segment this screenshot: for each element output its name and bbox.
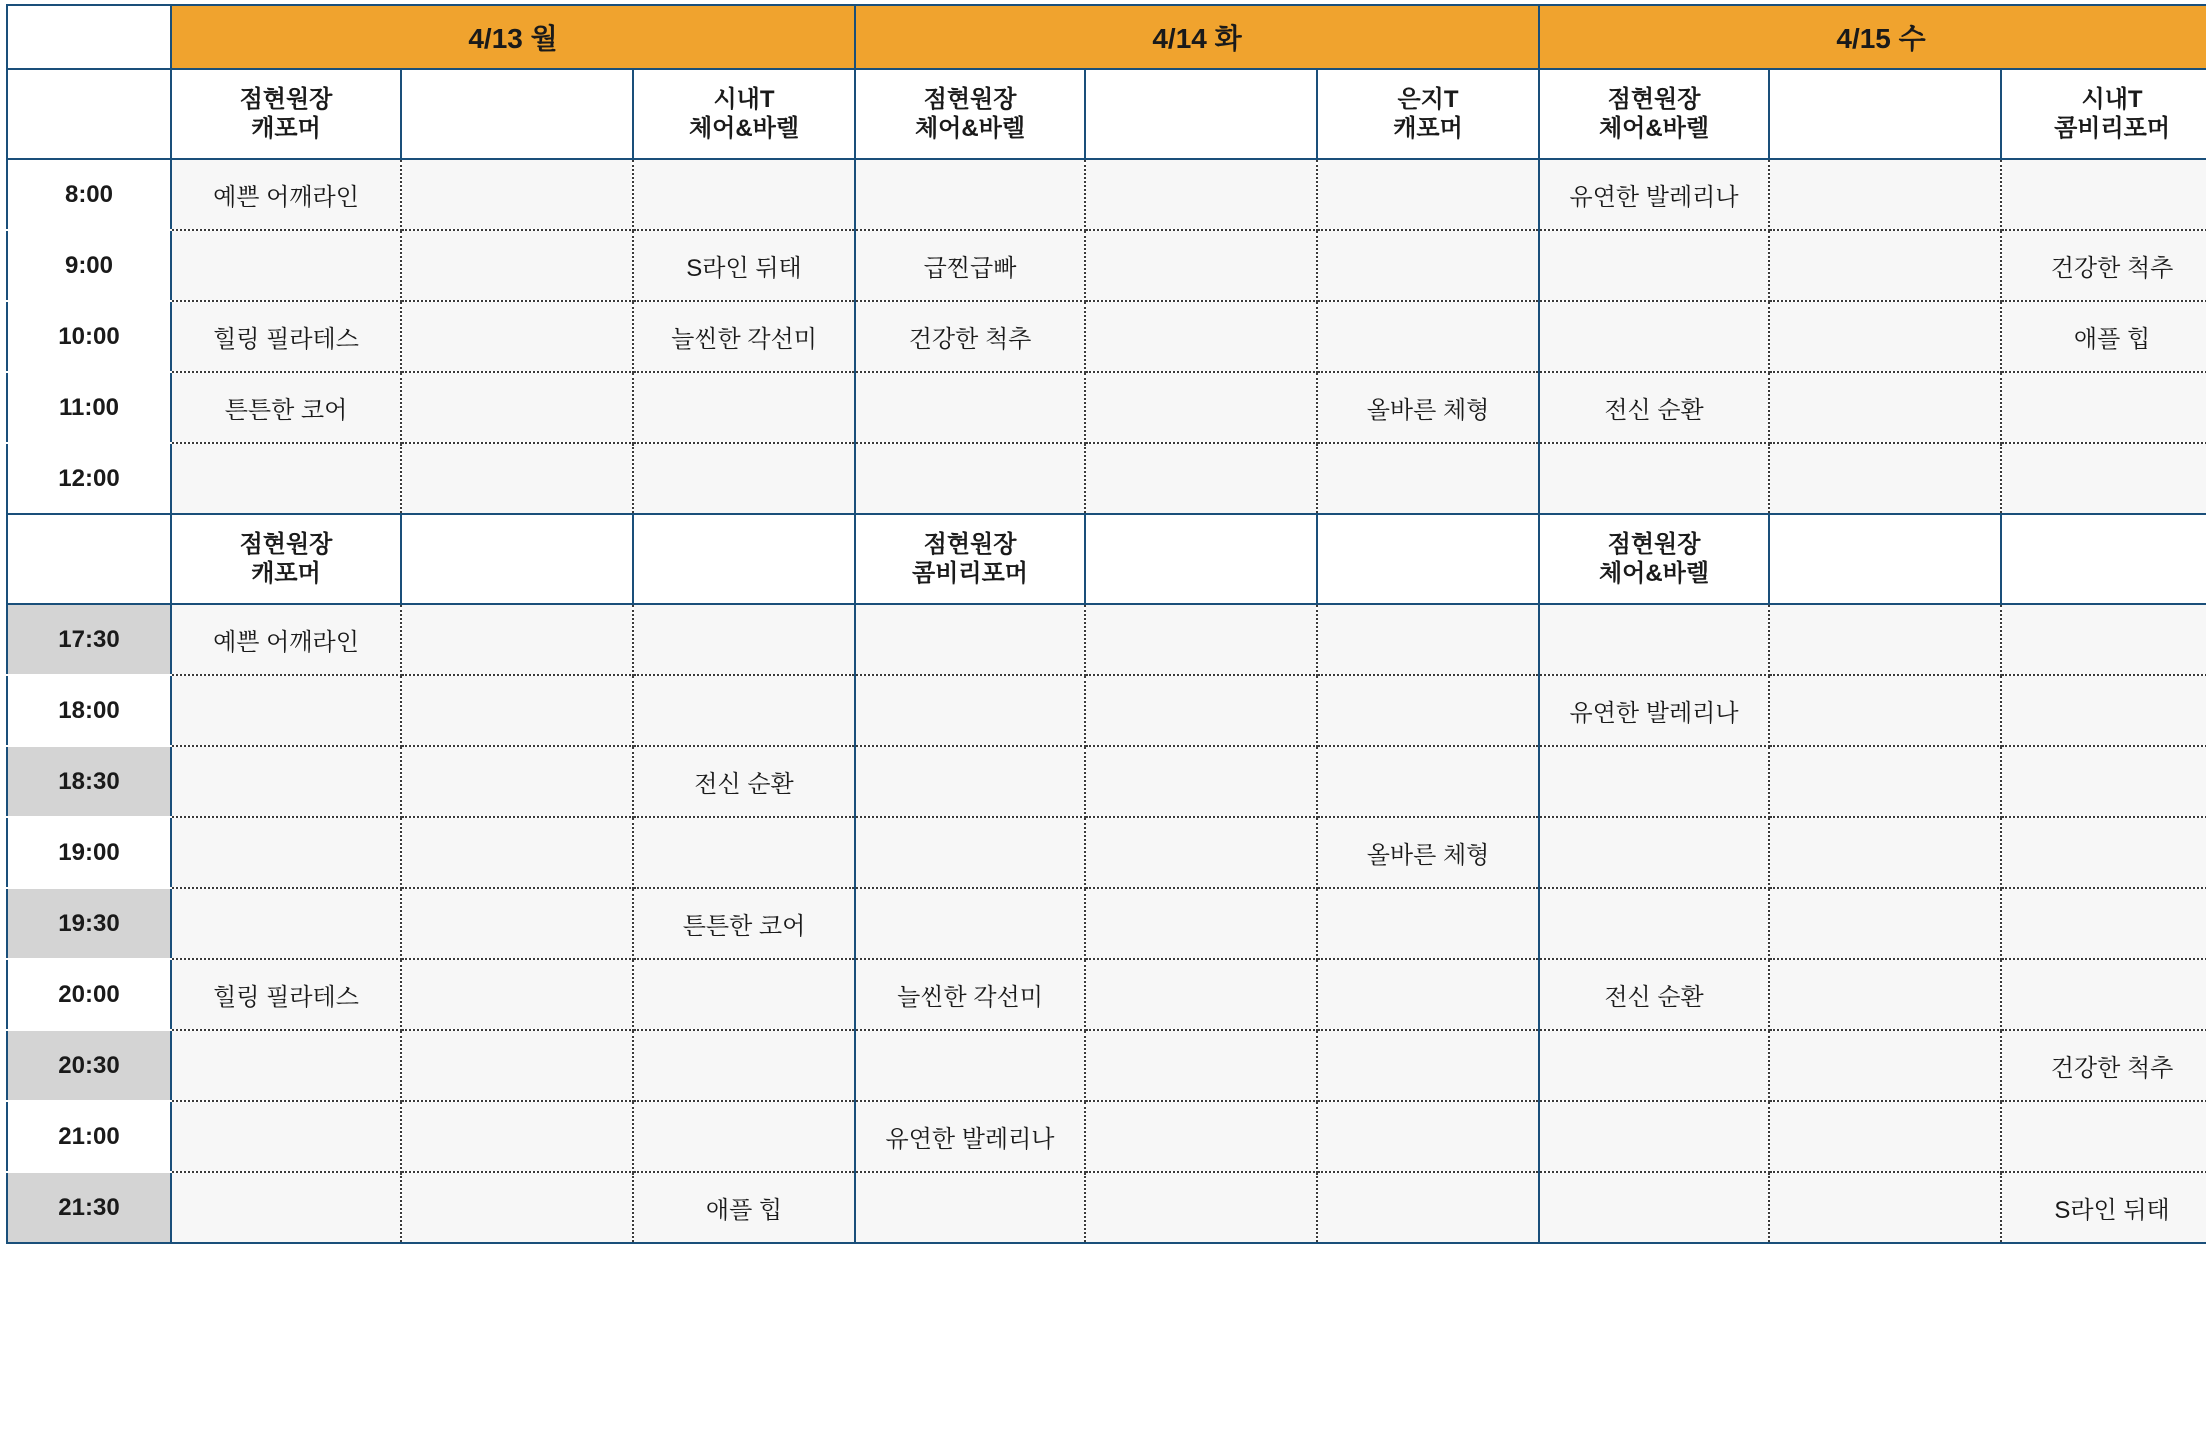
teacher-header-6	[1317, 514, 1539, 604]
teacher-header-empty-2	[401, 514, 633, 604]
class-cell[interactable]: 건강한 척추	[2001, 230, 2206, 301]
teacher-header-4	[855, 514, 1085, 604]
class-cell[interactable]: 튼튼한 코어	[633, 888, 855, 959]
class-cell[interactable]: 애플 힙	[2001, 301, 2206, 372]
teacher-header-empty-8	[1769, 69, 2001, 159]
schedule-row	[7, 1172, 2206, 1243]
empty-cell	[1317, 959, 1539, 1030]
schedule-row	[7, 1030, 2206, 1101]
empty-cell	[855, 159, 1085, 230]
teacher-name: 점현원장	[239, 530, 333, 558]
class-cell[interactable]: 건강한 척추	[855, 301, 1085, 372]
teacher-header-7	[1539, 514, 1769, 604]
empty-cell	[1539, 230, 1769, 301]
class-cell[interactable]: 힐링 필라테스	[171, 959, 401, 1030]
time-label: 19:30	[7, 888, 171, 959]
empty-cell	[1539, 1030, 1769, 1101]
schedule-table	[6, 4, 2206, 1244]
empty-cell	[401, 746, 633, 817]
empty-cell	[401, 817, 633, 888]
teacher-header-empty-8	[1769, 514, 2001, 604]
schedule-sheet	[0, 4, 2206, 1436]
day-header-3: 4/15 수	[1539, 5, 2206, 69]
teacher-equipment: 콤비리포머	[912, 560, 1028, 587]
teacher-header-empty-5	[1085, 69, 1317, 159]
empty-cell	[1085, 372, 1317, 443]
empty-cell	[2001, 888, 2206, 959]
class-cell[interactable]: 애플 힙	[633, 1172, 855, 1243]
empty-cell	[1539, 1101, 1769, 1172]
empty-cell	[171, 888, 401, 959]
teacher-header-4	[855, 69, 1085, 159]
empty-cell	[855, 817, 1085, 888]
empty-cell	[633, 675, 855, 746]
teacher-header-1	[171, 69, 401, 159]
time-label: 11:00	[7, 372, 171, 443]
empty-cell	[633, 372, 855, 443]
time-label: 21:00	[7, 1101, 171, 1172]
empty-cell	[1539, 888, 1769, 959]
empty-cell	[1085, 959, 1317, 1030]
empty-cell	[401, 301, 633, 372]
class-cell[interactable]: 유연한 발레리나	[1539, 159, 1769, 230]
empty-cell	[401, 1101, 633, 1172]
empty-cell	[171, 746, 401, 817]
empty-cell	[1085, 817, 1317, 888]
teacher-header-1	[171, 514, 401, 604]
empty-cell	[1317, 888, 1539, 959]
schedule-row	[7, 604, 2206, 675]
empty-cell	[1085, 443, 1317, 514]
teacher-equipment: 체어&바렐	[1598, 115, 1710, 142]
class-cell[interactable]: 전신 순환	[1539, 372, 1769, 443]
empty-cell	[1539, 746, 1769, 817]
empty-cell	[633, 817, 855, 888]
empty-cell	[1317, 230, 1539, 301]
class-cell[interactable]: 전신 순환	[633, 746, 855, 817]
schedule-row	[7, 817, 2206, 888]
schedule-row	[7, 372, 2206, 443]
empty-cell	[1317, 159, 1539, 230]
teacher-header-6	[1317, 69, 1539, 159]
empty-cell	[1085, 301, 1317, 372]
empty-cell	[1085, 1101, 1317, 1172]
empty-cell	[1085, 888, 1317, 959]
teacher-equipment: 캐포머	[2077, 560, 2147, 587]
empty-cell	[1317, 746, 1539, 817]
empty-cell	[2001, 159, 2206, 230]
empty-cell	[171, 1101, 401, 1172]
empty-cell	[1085, 1030, 1317, 1101]
empty-cell	[1085, 675, 1317, 746]
schedule-row	[7, 888, 2206, 959]
time-label: 10:00	[7, 301, 171, 372]
class-cell[interactable]: 건강한 척추	[2001, 1030, 2206, 1101]
time-label: 12:00	[7, 443, 171, 514]
empty-cell	[1317, 1172, 1539, 1243]
empty-cell	[633, 159, 855, 230]
teacher-header-empty-2	[401, 69, 633, 159]
teacher-equipment: 체어&바렐	[1372, 560, 1484, 587]
time-header-cell	[7, 514, 171, 604]
teacher-name: 점현원장	[923, 85, 1017, 113]
teacher-header-9	[2001, 69, 2206, 159]
empty-cell	[401, 1172, 633, 1243]
empty-cell	[1085, 159, 1317, 230]
teacher-name: 점현원장	[923, 530, 1017, 558]
empty-cell	[171, 1172, 401, 1243]
empty-cell	[1769, 675, 2001, 746]
schedule-row	[7, 301, 2206, 372]
schedule-row	[7, 959, 2206, 1030]
empty-cell	[855, 372, 1085, 443]
empty-cell	[1769, 443, 2001, 514]
empty-cell	[633, 604, 855, 675]
empty-cell	[1769, 1101, 2001, 1172]
schedule-row	[7, 675, 2206, 746]
empty-cell	[1769, 817, 2001, 888]
teacher-equipment: 체어&바렐	[688, 115, 800, 142]
teacher-equipment: 캐포머	[251, 115, 321, 142]
teacher-name: 시내T	[713, 85, 775, 113]
empty-cell	[1085, 1172, 1317, 1243]
empty-cell	[855, 443, 1085, 514]
class-cell[interactable]: 유연한 발레리나	[855, 1101, 1085, 1172]
empty-cell	[401, 159, 633, 230]
time-label: 17:30	[7, 604, 171, 675]
time-label: 20:00	[7, 959, 171, 1030]
empty-cell	[855, 746, 1085, 817]
teacher-header-empty-5	[1085, 514, 1317, 604]
day-header-row	[7, 5, 2206, 69]
class-cell[interactable]: 늘씬한 각선미	[855, 959, 1085, 1030]
teacher-name: 점현원장	[1607, 530, 1701, 558]
day-header-1: 4/13 월	[171, 5, 855, 69]
empty-cell	[2001, 604, 2206, 675]
empty-cell	[855, 604, 1085, 675]
empty-cell	[401, 230, 633, 301]
teacher-name: 이인T	[713, 530, 775, 558]
class-cell[interactable]: 튼튼한 코어	[171, 372, 401, 443]
class-cell[interactable]: 올바른 체형	[1317, 817, 1539, 888]
empty-cell	[2001, 746, 2206, 817]
empty-cell	[1539, 604, 1769, 675]
empty-cell	[401, 675, 633, 746]
empty-cell	[171, 443, 401, 514]
time-header-cell	[7, 69, 171, 159]
empty-cell	[401, 888, 633, 959]
schedule-body	[7, 5, 2206, 1243]
empty-cell	[1769, 159, 2001, 230]
corner-cell	[7, 5, 171, 69]
empty-cell	[1539, 817, 1769, 888]
empty-cell	[1769, 301, 2001, 372]
empty-cell	[1769, 230, 2001, 301]
empty-cell	[2001, 675, 2206, 746]
time-label: 21:30	[7, 1172, 171, 1243]
empty-cell	[2001, 443, 2206, 514]
empty-cell	[855, 1172, 1085, 1243]
time-label: 8:00	[7, 159, 171, 230]
class-cell[interactable]: S라인 뒤태	[633, 230, 855, 301]
empty-cell	[1317, 604, 1539, 675]
time-label: 20:30	[7, 1030, 171, 1101]
schedule-row	[7, 159, 2206, 230]
teacher-equipment: 캐포머	[251, 560, 321, 587]
class-cell[interactable]: 급찐급빠	[855, 230, 1085, 301]
schedule-row	[7, 230, 2206, 301]
empty-cell	[1085, 230, 1317, 301]
empty-cell	[2001, 959, 2206, 1030]
empty-cell	[171, 1030, 401, 1101]
empty-cell	[1539, 1172, 1769, 1243]
teacher-header-7	[1539, 69, 1769, 159]
empty-cell	[1085, 746, 1317, 817]
empty-cell	[633, 959, 855, 1030]
empty-cell	[855, 888, 1085, 959]
empty-cell	[1769, 1172, 2001, 1243]
schedule-row	[7, 443, 2206, 514]
empty-cell	[401, 372, 633, 443]
teacher-name: 점현원장	[239, 85, 333, 113]
schedule-row	[7, 1101, 2206, 1172]
empty-cell	[171, 230, 401, 301]
teacher-header-3	[633, 514, 855, 604]
empty-cell	[1317, 1030, 1539, 1101]
class-cell[interactable]: 예쁜 어깨라인	[171, 604, 401, 675]
empty-cell	[1769, 888, 2001, 959]
teacher-equipment: 체어&바렐	[1598, 560, 1710, 587]
empty-cell	[633, 443, 855, 514]
schedule-row	[7, 746, 2206, 817]
empty-cell	[1539, 301, 1769, 372]
morning-teacher-row	[7, 69, 2206, 159]
class-cell[interactable]: S라인 뒤태	[2001, 1172, 2206, 1243]
evening-teacher-row	[7, 514, 2206, 604]
empty-cell	[855, 675, 1085, 746]
empty-cell	[1769, 1030, 2001, 1101]
empty-cell	[401, 443, 633, 514]
class-cell[interactable]: 늘씬한 각선미	[633, 301, 855, 372]
teacher-name: 은지T	[1397, 85, 1459, 113]
empty-cell	[1317, 443, 1539, 514]
empty-cell	[171, 675, 401, 746]
teacher-name: 시내T	[2081, 85, 2143, 113]
teacher-header-3	[633, 69, 855, 159]
class-cell[interactable]: 유연한 발레리나	[1539, 675, 1769, 746]
class-cell[interactable]: 전신 순환	[1539, 959, 1769, 1030]
teacher-equipment: 캐포머	[1393, 115, 1463, 142]
empty-cell	[1317, 675, 1539, 746]
empty-cell	[2001, 372, 2206, 443]
empty-cell	[855, 1030, 1085, 1101]
teacher-name: 점현원장	[1607, 85, 1701, 113]
teacher-header-9	[2001, 514, 2206, 604]
teacher-equipment: 체어&바렐	[914, 115, 1026, 142]
time-label: 19:00	[7, 817, 171, 888]
empty-cell	[171, 817, 401, 888]
teacher-name: 이인T	[1397, 530, 1459, 558]
empty-cell	[633, 1030, 855, 1101]
empty-cell	[2001, 817, 2206, 888]
empty-cell	[633, 1101, 855, 1172]
empty-cell	[401, 604, 633, 675]
class-cell[interactable]: 힐링 필라테스	[171, 301, 401, 372]
empty-cell	[1539, 443, 1769, 514]
time-label: 18:00	[7, 675, 171, 746]
empty-cell	[1769, 372, 2001, 443]
day-header-2: 4/14 화	[855, 5, 1539, 69]
teacher-equipment: 콤비리포머	[2054, 115, 2170, 142]
class-cell[interactable]: 예쁜 어깨라인	[171, 159, 401, 230]
class-cell[interactable]: 올바른 체형	[1317, 372, 1539, 443]
empty-cell	[1769, 746, 2001, 817]
empty-cell	[1085, 604, 1317, 675]
time-label: 9:00	[7, 230, 171, 301]
empty-cell	[401, 959, 633, 1030]
empty-cell	[1317, 1101, 1539, 1172]
empty-cell	[1317, 301, 1539, 372]
teacher-name: 이인T	[2081, 530, 2143, 558]
empty-cell	[1769, 959, 2001, 1030]
teacher-equipment: 콤비리포머	[686, 560, 802, 587]
empty-cell	[1769, 604, 2001, 675]
empty-cell	[2001, 1101, 2206, 1172]
empty-cell	[401, 1030, 633, 1101]
time-label: 18:30	[7, 746, 171, 817]
